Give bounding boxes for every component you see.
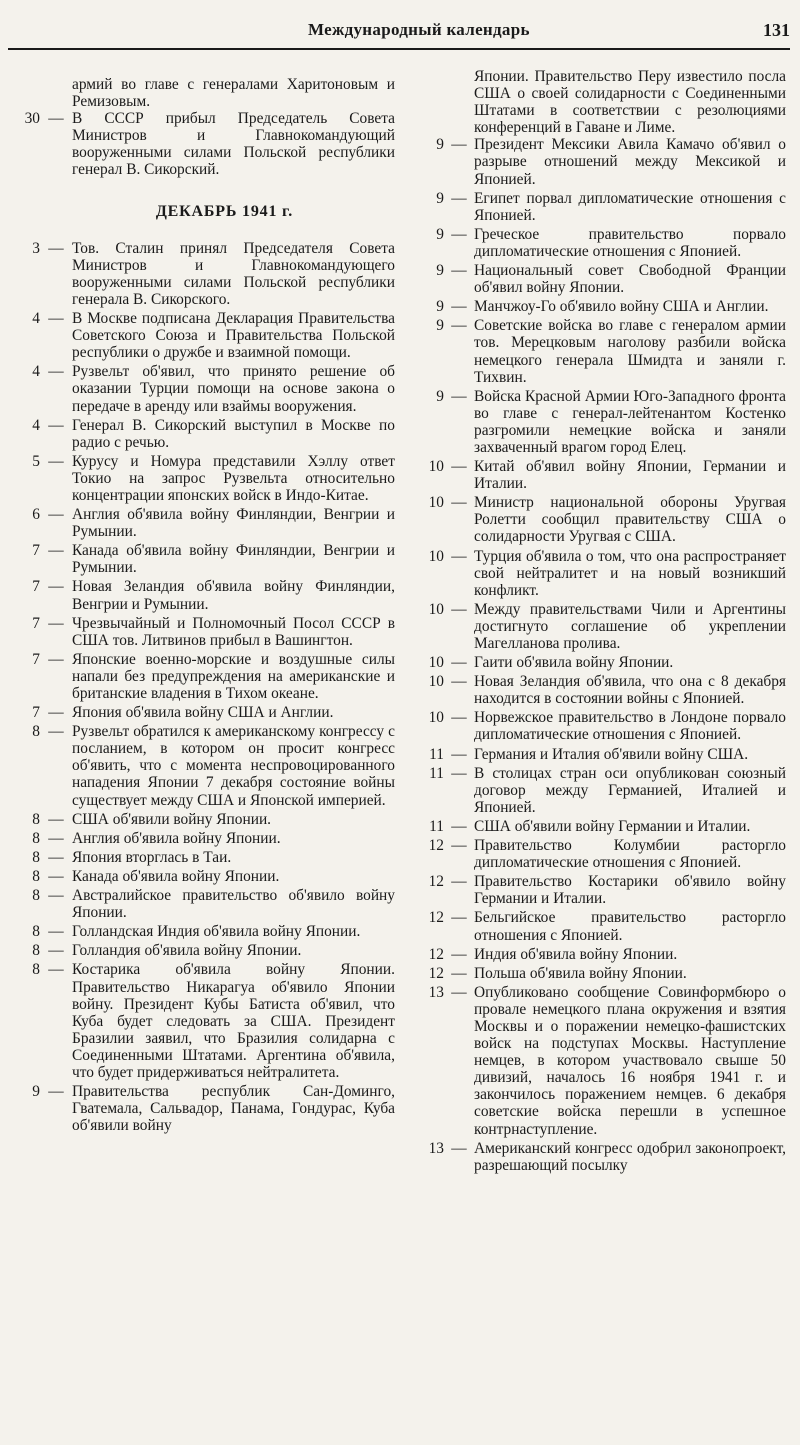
entry-dash: — [451, 817, 467, 835]
entry-text: Чрезвычайный и Полномочный Посол СССР в США тов. Литвинов прибыл в Вашингтон. [72, 614, 395, 649]
calendar-entry [416, 458, 786, 492]
entry-dash: — [48, 110, 64, 128]
entry-text: Польша об'явила войну Японии. [474, 964, 687, 982]
entry-dash: — [451, 262, 467, 280]
entry-dash: — [451, 458, 467, 476]
entry-text: Американский конгресс одобрил законопроект, разрешающий посылку [474, 1139, 786, 1174]
entry-day: 9 [436, 136, 444, 154]
entry-text: Правительство Костарики об'явило войну Германии и Италии. [474, 873, 786, 908]
calendar-entry [416, 946, 786, 963]
entry-day: 12 [428, 837, 444, 855]
entry-day: 8 [32, 723, 40, 741]
calendar-entry [14, 310, 395, 361]
entry-day: 10 [428, 494, 444, 512]
calendar-entry [416, 746, 786, 763]
right-column [416, 68, 786, 1176]
entry-dash: — [451, 547, 467, 565]
entry-day: 8 [32, 942, 40, 960]
entry-text: Советские войска во главе с генералом армии тов. Мерецковым наголову разбили войска немецкого генерала Шмидта и заняли г. Тихвин. [474, 317, 786, 386]
entry-text: Голландия об'явила войну Японии. [72, 942, 302, 960]
entry-dash: — [48, 1083, 64, 1101]
calendar-entry [416, 601, 786, 652]
entry-dash: — [451, 225, 467, 243]
entry-dash: — [48, 452, 64, 470]
entry-text: Египет порвал дипломатические отношения с Японией. [474, 189, 786, 224]
entry-dash: — [48, 310, 64, 328]
entry-text: Президент Мексики Авила Камачо об'явил о разрыве отношений между Мексикой и Японией. [474, 136, 786, 188]
entry-dash: — [48, 923, 64, 941]
calendar-entry [416, 909, 786, 943]
entry-day: 7 [32, 542, 40, 560]
entry-dash: — [451, 873, 467, 891]
entry-day: 9 [436, 387, 444, 405]
entry-day: 30 [24, 110, 40, 128]
entry-text: США об'явили войну Японии. [72, 810, 272, 828]
entry-text: Канада об'явила войну Японии. [72, 867, 280, 885]
calendar-entry [416, 873, 786, 907]
entry-text: Япония об'явила войну США и Англии. [72, 704, 334, 722]
calendar-entry [14, 417, 395, 451]
entry-dash: — [451, 600, 467, 618]
calendar-entry [14, 849, 395, 866]
calendar-entry [14, 961, 395, 1081]
calendar-entry [416, 262, 786, 296]
left-column [14, 76, 395, 1136]
entry-dash: — [451, 298, 467, 316]
entry-text: В столицах стран оси опубликован союзный договор между Германией, Италией и Японией. [474, 764, 786, 816]
entry-text: Канада об'явила войну Финляндии, Венгрии и Румынии. [72, 542, 395, 577]
calendar-entry [416, 298, 786, 315]
calendar-entry [14, 811, 395, 828]
calendar-entry [14, 830, 395, 847]
calendar-entry [416, 190, 786, 224]
calendar-entry [14, 942, 395, 959]
calendar-entry [416, 1140, 786, 1174]
entry-dash: — [451, 745, 467, 763]
entry-dash: — [451, 387, 467, 405]
entry-text: Новая Зеландия об'явила войну Финляндии, Венгрии и Румынии. [72, 578, 395, 613]
calendar-entry [14, 868, 395, 885]
entry-day: 7 [32, 578, 40, 596]
calendar-entry [416, 136, 786, 187]
entry-text: Англия об'явила войну Финляндии, Венгрии и Румынии. [72, 506, 395, 541]
entry-text: В Москве подписана Декларация Правительства Советского Союза и Правительства Польской республики о дружбе и взаимной помощи. [72, 310, 395, 362]
entry-text: Костарика об'явила войну Японии. Правительство Никарагуа об'явило Японии войну. Президент Кубы Батиста об'явил, что Куба будет следовать за США. Президент Бразилии заявил, что Бразилия солидарна с Соединенными Штатами. Аргентина об'явила, что будет придерживаться нейтралитета. [72, 961, 395, 1081]
entry-dash: — [451, 709, 467, 727]
page-number: 131 [763, 20, 790, 40]
entry-text: Опубликовано сообщение Совинформбюро о провале немецкого плана окружения и взятия Москвы и о поражении немецко-фашистских войск на подступах Москвы. Наступление немцев, в котором участвовало свыше 50 дивизий, началось 16 ноября 1941 г. и закончилось поражением немцев. 6 декабря советские войска перешли в успешное контрнаступление. [474, 983, 786, 1138]
entry-dash: — [451, 1139, 467, 1157]
entry-text: Австралийское правительство об'явило войну Японии. [72, 887, 395, 922]
entry-dash: — [451, 983, 467, 1001]
entry-text: Правительство Колумбии расторгло дипломатические отношения с Японией. [474, 837, 786, 872]
entry-day: 3 [32, 239, 40, 257]
entry-day: 8 [32, 887, 40, 905]
entry-text: Норвежское правительство в Лондоне порвало дипломатические отношения с Японией. [474, 709, 786, 744]
entry-day: 9 [436, 189, 444, 207]
entry-text: Рузвельт об'явил, что принято решение об оказании Турции помощи на основе закона о передаче в аренду или взаймы вооружения. [72, 363, 395, 415]
entry-text: Гаити об'явила войну Японии. [474, 654, 674, 672]
entry-text: Генерал В. Сикорский выступил в Москве по радио с речью. [72, 416, 395, 451]
entry-day: 12 [428, 964, 444, 982]
calendar-entry [14, 240, 395, 308]
calendar-entry [416, 765, 786, 816]
calendar-entry [14, 110, 395, 178]
entry-dash: — [48, 829, 64, 847]
calendar-entry [14, 578, 395, 612]
calendar-entry [14, 704, 395, 721]
entry-text: Голландская Индия об'явила войну Японии. [72, 923, 361, 941]
entry-day: 9 [436, 317, 444, 335]
entry-text: Англия об'явила войну Японии. [72, 829, 281, 847]
calendar-entry [14, 542, 395, 576]
calendar-entry [14, 1083, 395, 1134]
entry-day: 10 [428, 458, 444, 476]
entry-text: Между правительствами Чили и Аргентины достигнуто соглашение об укреплении Магелланова пролива. [474, 600, 786, 652]
entry-day: 4 [32, 310, 40, 328]
running-title: Международный календарь [308, 20, 530, 39]
entry-day: 11 [429, 764, 444, 782]
entry-day: 8 [32, 923, 40, 941]
entry-dash: — [451, 945, 467, 963]
entries-list [416, 136, 786, 1173]
entry-text: США об'явили войну Германии и Италии. [474, 817, 751, 835]
entry-dash: — [451, 837, 467, 855]
calendar-entry [416, 317, 786, 385]
calendar-entry [14, 651, 395, 702]
entry-day: 11 [429, 745, 444, 763]
page-header [8, 18, 790, 50]
entry-dash: — [451, 964, 467, 982]
entry-text: Японские военно-морские и воздушные силы напали без предупреждения на американские и британские владения в Тихом океане. [72, 650, 395, 702]
calendar-entry [14, 506, 395, 540]
entry-day: 13 [428, 983, 444, 1001]
entry-day: 9 [436, 225, 444, 243]
entry-text: Бельгийское правительство расторгло отношения с Японией. [474, 909, 786, 944]
entry-day: 10 [428, 654, 444, 672]
entry-dash: — [48, 578, 64, 596]
calendar-entry [416, 388, 786, 456]
calendar-entry [416, 965, 786, 982]
entry-day: 9 [436, 262, 444, 280]
calendar-entry [14, 615, 395, 649]
entry-dash: — [451, 317, 467, 335]
entry-day: 6 [32, 506, 40, 524]
entry-text: Япония вторглась в Таи. [72, 848, 232, 866]
entry-day: 11 [429, 817, 444, 835]
entry-day: 7 [32, 650, 40, 668]
entry-dash: — [48, 614, 64, 632]
calendar-entry [416, 818, 786, 835]
calendar-entry [416, 984, 786, 1138]
entry-dash: — [451, 673, 467, 691]
entry-text: Манчжоу-Го об'явило войну США и Англии. [474, 298, 769, 316]
entry-day: 8 [32, 810, 40, 828]
entry-dash: — [48, 239, 64, 257]
entry-dash: — [48, 704, 64, 722]
entries-list [14, 240, 395, 1135]
entry-dash: — [48, 942, 64, 960]
entry-dash: — [451, 189, 467, 207]
entry-dash: — [48, 867, 64, 885]
entry-day: 4 [32, 416, 40, 434]
entry-text: Национальный совет Свободной Франции об'явил войну Японии. [474, 262, 786, 297]
calendar-entry [14, 453, 395, 504]
entry-day: 8 [32, 961, 40, 979]
entry-day: 13 [428, 1139, 444, 1157]
entry-dash: — [48, 650, 64, 668]
calendar-entry [416, 654, 786, 671]
entry-text: Министр национальной обороны Уругвая Ролетти сообщил правительству США о солидарности Уругвая с США. [474, 494, 786, 546]
calendar-entry [416, 837, 786, 871]
entry-day: 7 [32, 704, 40, 722]
entry-day: 4 [32, 363, 40, 381]
calendar-entry [14, 723, 395, 808]
entry-day: 7 [32, 614, 40, 632]
entry-dash: — [451, 494, 467, 512]
entry-text: Китай об'явил войну Японии, Германии и Италии. [474, 458, 786, 493]
entry-text: Турция об'явила о том, что она распространяет свой нейтралитет и на новый возникший конфликт. [474, 547, 786, 599]
entry-dash: — [48, 887, 64, 905]
calendar-entry [416, 709, 786, 743]
entry-dash: — [48, 506, 64, 524]
entry-day: 10 [428, 673, 444, 691]
entry-day: 8 [32, 867, 40, 885]
entry-day: 8 [32, 829, 40, 847]
entry-text: Рузвельт обратился к американскому конгрессу с посланием, в котором он просит конгресс об'явить, что с момента неспровоцированного нападения Японии 7 декабря состояние войны существует между США и Японской империей. [72, 723, 395, 809]
month-heading: ДЕКАБРЬ 1941 г. [155, 202, 294, 220]
entry-text: Правительства республик Сан-Доминго, Гватемала, Сальвадор, Панама, Гондурас, Куба об'явили войну [72, 1083, 395, 1135]
entry-dash: — [48, 810, 64, 828]
entry-text: Германия и Италия об'явили войну США. [474, 745, 749, 763]
entry-dash: — [48, 363, 64, 381]
entry-dash: — [48, 848, 64, 866]
entry-text: Новая Зеландия об'явила, что она с 8 декабря находится в состоянии войны с Японией. [474, 673, 786, 708]
entry-day: 9 [32, 1083, 40, 1101]
calendar-entry [14, 363, 395, 414]
entry-dash: — [451, 654, 467, 672]
entry-dash: — [48, 723, 64, 741]
entries-before-heading [14, 110, 395, 178]
calendar-entry [416, 226, 786, 260]
entry-day: 9 [436, 298, 444, 316]
entry-dash: — [48, 961, 64, 979]
entry-dash: — [451, 136, 467, 154]
entry-dash: — [48, 542, 64, 560]
entry-day: 5 [32, 452, 40, 470]
continued-text: армий во главе с генералами Харитоновым и Ремизовым. [72, 76, 395, 111]
calendar-entry [14, 887, 395, 921]
entry-text: В СССР прибыл Председатель Совета Министров и Главнокомандующий вооруженными силами Польской республики генерал В. Сикорский. [72, 110, 395, 179]
entry-day: 12 [428, 945, 444, 963]
calendar-entry [14, 923, 395, 940]
entry-day: 10 [428, 600, 444, 618]
entry-text: Греческое правительство порвало дипломатические отношения с Японией. [474, 225, 786, 260]
entry-text: Индия об'явила войну Японии. [474, 945, 678, 963]
entry-day: 10 [428, 547, 444, 565]
entry-dash: — [451, 909, 467, 927]
entry-day: 8 [32, 848, 40, 866]
calendar-entry [416, 494, 786, 545]
calendar-entry [416, 673, 786, 707]
entry-dash: — [451, 764, 467, 782]
entry-day: 12 [428, 909, 444, 927]
entry-day: 12 [428, 873, 444, 891]
calendar-entry [416, 548, 786, 599]
continued-text: Японии. Правительство Перу известило посла США о своей солидарности с Соединенными Штатами в соответствии с резолюциями конференций в Гаване и Лиме. [474, 68, 786, 137]
entry-text: Тов. Сталин принял Председателя Совета Министров и Главнокомандующего вооруженными силами Польской республики генерала В. Сикорского. [72, 239, 395, 308]
entry-text: Курусу и Номура представили Хэллу ответ Токио на запрос Рузвельта относительно концентрации японских войск в Индо-Китае. [72, 452, 395, 504]
entry-day: 10 [428, 709, 444, 727]
entry-dash: — [48, 416, 64, 434]
entry-text: Войска Красной Армии Юго-Западного фронта во главе с генерал-лейтенантом Костенко разгромили немецкие войска и заняли захваченный врагом город Елец. [474, 387, 786, 456]
